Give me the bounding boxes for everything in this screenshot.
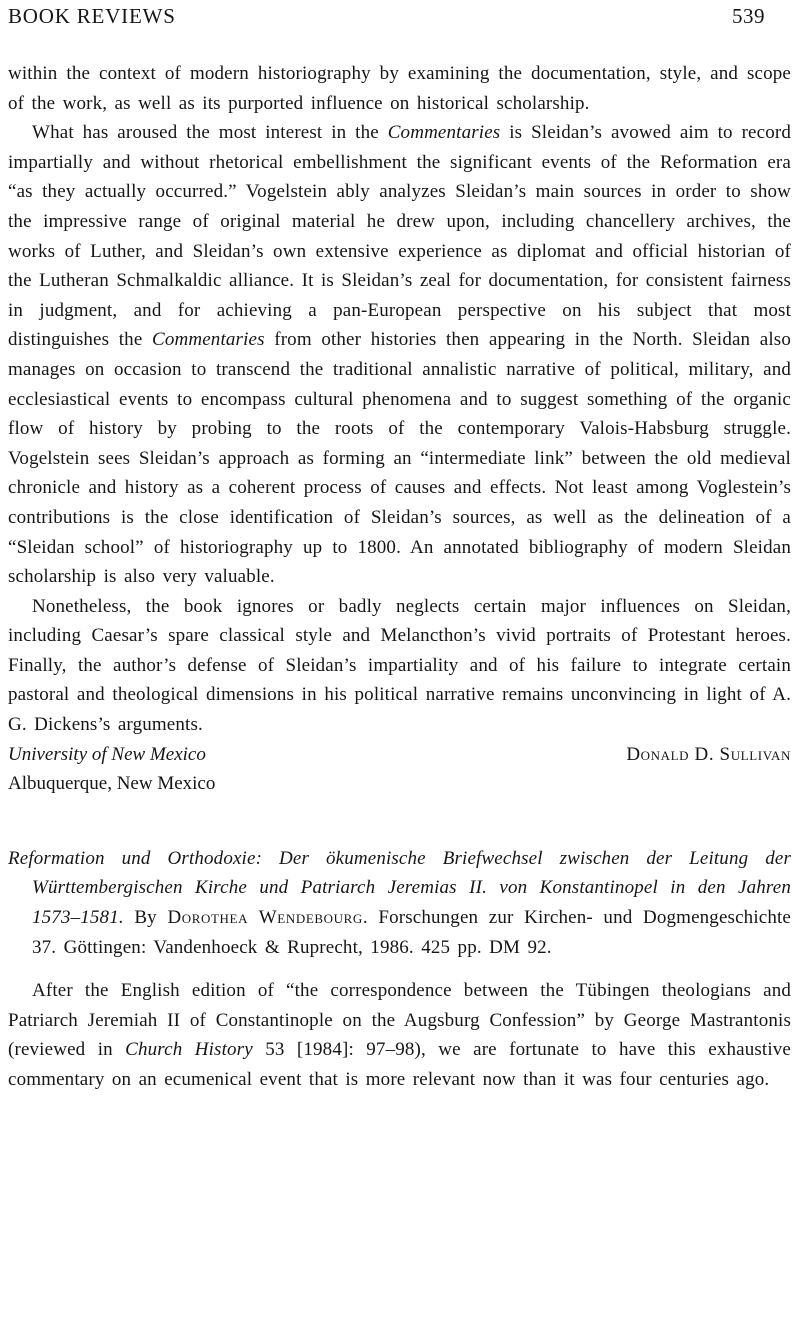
paragraph-text: Nonetheless, the book ignores or badly neglects certain major influences on Sleidan, including Caesar’s spare classical style and Melancthon’s vivid portraits of Protestant heroes. Finally, the author’s defense of Sleidan’s impartiality and of his failure to integrate certain pastoral and theological dimensions in his political narrative remains unconvincing in light of A. G. Dickens’s arguments. bbox=[8, 595, 791, 736]
citation-imprint: . Forschungen zur Kirchen- und Dogmengeschichte 37. Göttingen: Vandenhoeck & Ruprecht, 1986. 425 pp. DM 92. bbox=[32, 907, 791, 958]
paragraph-text: within the context of modern historiography by examining the documentation, style, and scope of the work, as well as its purported influence on historical scholarship. bbox=[8, 63, 791, 114]
cited-book-title: Reformation und Orthodoxie: Der ökumenische Briefwechsel zwischen der Leitung der Württembergischen Kirche und Patriarch Jeremias II. von Konstantinopel in den Jahren 1573–1581. bbox=[8, 847, 791, 929]
book-citation bbox=[8, 844, 791, 962]
review-wendebourg-section bbox=[8, 844, 791, 1095]
reviewer-name: Donald D. Sullivan bbox=[626, 743, 791, 765]
journal-title-italic: Church History bbox=[125, 1039, 253, 1061]
review2-paragraph-1 bbox=[8, 976, 791, 1094]
book-title-italic: Commentaries bbox=[152, 329, 265, 351]
citation-by: By bbox=[123, 907, 168, 929]
page-number: 539 bbox=[732, 4, 765, 28]
review1-paragraph-3 bbox=[8, 592, 791, 740]
running-head-title: BOOK REVIEWS bbox=[8, 4, 176, 28]
reviewer-affiliation: University of New Mexico bbox=[8, 743, 206, 765]
reviewer-signature-block bbox=[8, 740, 791, 799]
paragraph-text: 53 [1984]: 97–98), we are fortunate to have this exhaustive commentary on an ecumenical event that is more relevant now than it was four centuries ago. bbox=[8, 1039, 791, 1090]
cited-author-name: Dorothea Wendebourg bbox=[167, 907, 363, 929]
book-title-italic: Commentaries bbox=[387, 122, 501, 144]
signature-line-2 bbox=[8, 769, 791, 799]
review1-paragraph-2 bbox=[8, 118, 791, 592]
paragraph-text: from other histories then appearing in the North. Sleidan also manages on occasion to transcend the traditional annalistic narrative of political, military, and ecclesiastical events to encompass cultural phenomena and to suggest something of the organic flow of history by probing to the roots of the contemporary Valois-Habsburg struggle. Vogelstein sees Sleidan’s approach as forming an “intermediate link” between the old medieval chronicle and history as a coherent process of causes and effects. Not least among Voglestein’s contributions is the close identification of Sleidan’s sources, as well as the delineation of a “Sleidan school” of historiography up to 1800. An annotated bibliography of modern Sleidan scholarship is also very valuable. bbox=[8, 329, 791, 588]
review1-paragraph-1 bbox=[8, 59, 791, 118]
paragraph-text: What has aroused the most interest in the bbox=[32, 122, 388, 144]
signature-line-1 bbox=[8, 740, 791, 770]
reviewer-city: Albuquerque, New Mexico bbox=[8, 773, 216, 795]
running-head bbox=[8, 4, 791, 29]
paragraph-text: is Sleidan’s avowed aim to record impartially and without rhetorical embellishment the significant events of the Reformation era “as they actually occurred.” Vogelstein ably analyzes Sleidan’s main sources in order to show the impressive range of original material he drew upon, including chancellery archives, the works of Luther, and Sleidan’s own extensive experience as diplomat and official historian of the Lutheran Schmalkaldic alliance. It is Sleidan’s zeal for documentation, for consistent fairness in judgment, and for achieving a pan-European perspective on his subject that most distinguishes the bbox=[8, 122, 791, 351]
review-sleidan-section bbox=[8, 59, 791, 799]
paragraph-text: After the English edition of “the correspondence between the Tübingen theologians and Patriarch Jeremiah II of Constantinople on the Augsburg Confession” by George Mastrantonis (reviewed in bbox=[8, 980, 791, 1061]
